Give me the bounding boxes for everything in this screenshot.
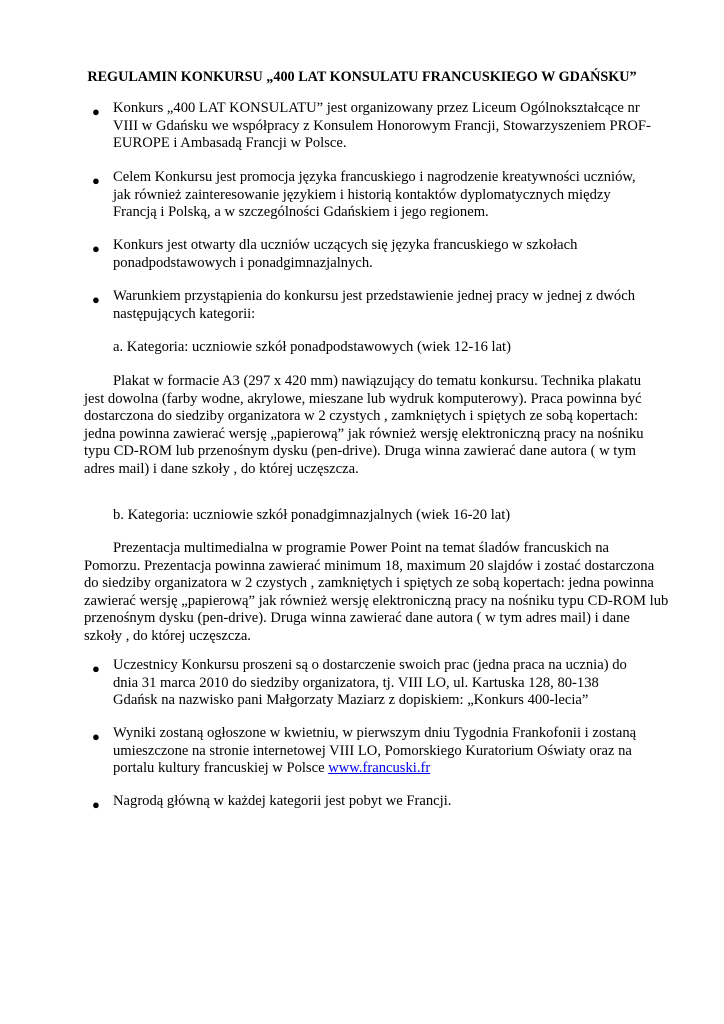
bullet-icon: ● (92, 241, 100, 256)
paragraph-results: Wyniki zostaną ogłoszone w kwietniu, w pierwszym dniu Tygodnia Frankofonii i zostaną umieszczone na stronie internetowej VIII LO, Pomorskiego Kuratorium Oświaty oraz na portalu kultury francuskiej w Polsce www.francuski.fr (113, 725, 637, 777)
category-b-description: Prezentacja multimedialna w programie Power Point na temat śladów francuskich na Pomorzu. Prezentacja powinna zawierać minimum 18, maximum 20 slajdów i zostać dostarczona do siedziby organizatora w 2 czystych , zamkniętych i spiętych ze sobą kopertach: jedna powinna zawierać wersję „papierową” jak również wersję elektroniczną pracy na nośniku typu CD-ROM lub przenośnym dysku (pen-drive). Druga winna zawierać dane autora ( w tym adres mail) i dane szkoły , do której uczęszcza. (84, 540, 669, 644)
bullet-icon: ● (92, 661, 100, 676)
francuski-link[interactable]: www.francuski.fr (328, 760, 431, 777)
bullet-icon: ● (92, 173, 100, 188)
category-a-heading: a. Kategoria: uczniowie szkół ponadpodstawowych (wiek 12-16 lat) (113, 339, 511, 355)
bullet-icon: ● (92, 797, 100, 812)
paragraph-conditions: Warunkiem przystąpienia do konkursu jest przedstawienie jednej pracy w jednej z dwóch następujących kategorii: (113, 288, 635, 322)
paragraph-eligibility: Konkurs jest otwarty dla uczniów uczących się języka francuskiego w szkołach ponadpodstawowych i ponadgimnazjalnych. (113, 237, 578, 271)
category-b-heading: b. Kategoria: uczniowie szkół ponadgimnazjalnych (wiek 16-20 lat) (113, 507, 511, 523)
paragraph-goal: Celem Konkursu jest promocja języka francuskiego i nagrodzenie kreatywności uczniów, jak również zainteresowanie językiem i historią kontaktów dyplomatycznych między Francją i Polską, a w szczególności Gdańskiem i jego regionem. (113, 169, 636, 221)
bullet-icon: ● (92, 292, 100, 307)
category-a-description: Plakat w formacie A3 (297 x 420 mm) nawiązujący do tematu konkursu. Technika plakatu jest dowolna (farby wodne, akrylowe, mieszane lub wydruk komputerowy). Praca powinna być dostarczona do siedziby organizatora w 2 czystych , zamkniętych i spiętych ze sobą kopertach: jedna powinna zawierać wersję „papierową” jak również wersję elektroniczną pracy na nośniku typu CD-ROM lub przenośnym dysku (pen-drive). Druga winna zawierać dane autora ( w tym adres mail) i dane szkoły , do której uczęszcza. (84, 373, 644, 477)
paragraph-prize: Nagrodą główną w każdej kategorii jest pobyt we Francji. (113, 793, 452, 809)
bullet-icon: ● (92, 729, 100, 744)
bullet-icon: ● (92, 104, 100, 119)
paragraph-organizer: Konkurs „400 LAT KONSULATU” jest organizowany przez Liceum Ogólnokształcące nr VIII w Gdańsku we współpracy z Konsulem Honorowym Francji, Stowarzyszeniem PROF- EUROPE i Ambasadą Francji w Polsce. (113, 100, 651, 152)
document-title: REGULAMIN KONKURSU „400 LAT KONSULATU FRANCUSKIEGO W GDAŃSKU” (87, 69, 637, 85)
paragraph-submission: Uczestnicy Konkursu proszeni są o dostarczenie swoich prac (jedna praca na ucznia) do dnia 31 marca 2010 do siedziby organizatora, tj. VIII LO, ul. Kartuska 128, 80-138 Gdańsk na nazwisko pani Małgorzaty Maziarz z dopiskiem: „Konkurs 400-lecia” (113, 657, 627, 709)
